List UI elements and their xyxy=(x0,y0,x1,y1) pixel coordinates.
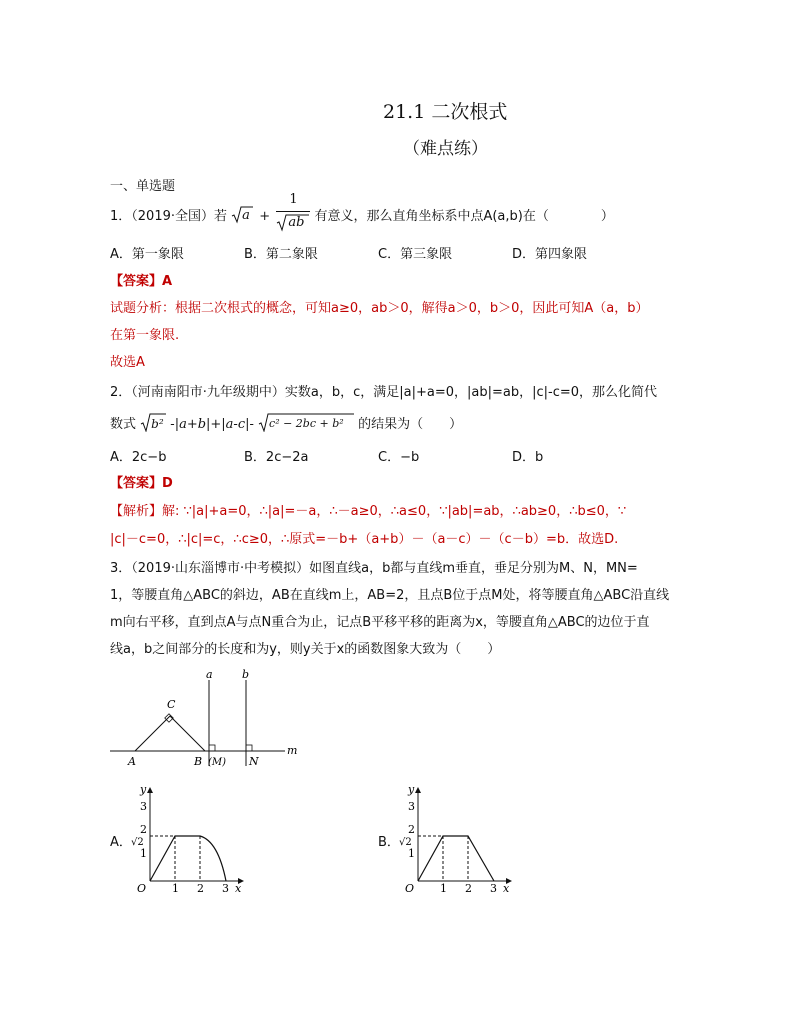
tick-1: 1 xyxy=(440,882,447,895)
label-a: a xyxy=(206,668,213,681)
tick-3: 3 xyxy=(222,882,229,895)
section-heading: 一、单选题 xyxy=(110,179,176,194)
y-tick-sqrt2: √2 xyxy=(399,837,412,848)
label-b: b xyxy=(242,668,250,681)
q2-mid: -|a+b|+|a-c|- xyxy=(170,417,254,432)
q1-frac-denominator: ab xyxy=(288,215,305,230)
tick-2: 2 xyxy=(197,882,204,895)
label-N: N xyxy=(249,755,259,768)
label-M: (M) xyxy=(208,757,227,768)
q1-option-c[interactable]: C．第三象限 xyxy=(378,247,453,262)
q3-stem-line1: 3．（2019·山东淄博市·中考模拟）如图直线a，b都与直线m垂直，垂足分别为M、N，MN= xyxy=(110,561,638,576)
q1-fraction xyxy=(276,192,310,230)
y-tick-3: 3 xyxy=(140,800,147,813)
y-tick-sqrt2: √2 xyxy=(131,837,144,848)
q1-radicand-a: a xyxy=(242,208,250,223)
q3-option-b[interactable]: B． xyxy=(378,835,400,850)
q1-frac-numerator: 1 xyxy=(289,192,298,207)
q1-tail: 有意义，那么直角坐标系中点A(a,b)在（ ） xyxy=(314,209,614,224)
y-tick-1: 1 xyxy=(408,847,415,860)
y-tick-2: 2 xyxy=(408,823,415,836)
q1-option-a[interactable]: A．第一象限 xyxy=(110,247,184,262)
q1-analysis-line1: 试题分析：根据二次根式的概念，可知a≥0，ab＞0，解得a＞0，b＞0，因此可知A（a，b） xyxy=(110,301,649,316)
q2-analysis-line1: 【解析】解: ∵|a|+a=0，∴|a|=－a，∴－a≥0，∴a≤0，∵|ab|=ab，∴ab≥0，∴b≤0，∵ xyxy=(110,504,627,519)
q3-option-a[interactable]: A． xyxy=(110,835,132,850)
q2-option-b[interactable]: B．2c−2a xyxy=(244,450,309,465)
q2-stem-line2 xyxy=(110,415,462,434)
q3-stem-line4: 线a，b之间部分的长度和为y，则y关于x的函数图象大致为（ ） xyxy=(110,642,501,657)
q1-answer: 【答案】A xyxy=(110,274,173,289)
y-label: y xyxy=(408,785,415,796)
q1-sqrt-expression xyxy=(231,207,253,223)
q3-stem-line3: m向右平移，直到点A与点N重合为止，记点B平移平移的距离为x，等腰直角△ABC的边位于直 xyxy=(110,615,650,630)
y-tick-3: 3 xyxy=(408,800,415,813)
label-m: m xyxy=(287,744,298,757)
graph-curve xyxy=(418,836,494,881)
fraction-bar xyxy=(276,211,310,212)
y-label: y xyxy=(140,785,147,796)
q2-stem-line1: 2．（河南南阳市·九年级期中）实数a，b，c，满足|a|+a=0，|ab|=ab，|c|-c=0，那么化简代 xyxy=(110,385,658,400)
label-A: A xyxy=(128,755,136,768)
q2-analysis-line2: |c|－c=0，∴|c|=c，∴c≥0，∴原式=－b+（a+b）－（a－c）－（c－b）=b．故选D. xyxy=(110,532,619,547)
tick-3: 3 xyxy=(490,882,497,895)
q3-stem-line2: 1，等腰直角△ABC的斜边，AB在直线m上，AB=2，且点B位于点M处，将等腰直角△ABC沿直线 xyxy=(110,588,670,603)
q3-option-b-graph xyxy=(398,785,518,895)
x-label: x xyxy=(235,882,242,895)
y-tick-2: 2 xyxy=(140,823,147,836)
q3-option-a-graph xyxy=(130,785,250,895)
q2-radical-1 xyxy=(140,415,166,431)
q2-option-c[interactable]: C．−b xyxy=(378,450,420,465)
label-B: B xyxy=(194,755,203,768)
origin-label: O xyxy=(405,882,415,895)
origin-label: O xyxy=(137,882,147,895)
q1-option-b[interactable]: B．第二象限 xyxy=(244,247,318,262)
q1-analysis-line2: 在第一象限. xyxy=(110,328,180,343)
q1-lead: 1．（2019·全国）若 xyxy=(110,209,227,224)
y-tick-1: 1 xyxy=(140,847,147,860)
tick-2: 2 xyxy=(465,882,472,895)
y-axis-arrow-icon xyxy=(147,787,153,793)
q1-stem: 1．（2019·全国）若 a + $\frac{1}{ab}$ 有意义，那么直角坐标系中点A(a,b)在（ ） xyxy=(110,205,614,226)
q1-conclusion: 故选A xyxy=(110,355,145,370)
right-angle-mark-n xyxy=(246,745,252,751)
page-subtitle: （难点练） xyxy=(403,139,488,159)
label-C: C xyxy=(167,698,176,711)
q2-answer: 【答案】D xyxy=(110,476,173,491)
q1-option-d[interactable]: D．第四象限 xyxy=(512,247,588,262)
q2-radicand-2: c² − 2bc + b² xyxy=(269,417,344,430)
q3-geometry-figure xyxy=(105,666,305,776)
graph-curve xyxy=(150,836,226,881)
q2-lead: 数式 xyxy=(110,417,137,432)
tick-1: 1 xyxy=(172,882,179,895)
q2-option-d[interactable]: D．b xyxy=(512,450,544,465)
q2-tail: 的结果为（ ） xyxy=(358,417,463,432)
right-angle-mark-m xyxy=(209,745,215,751)
q2-radicand-1: b² xyxy=(151,417,164,431)
q2-option-a[interactable]: A．2c−b xyxy=(110,450,167,465)
x-label: x xyxy=(503,882,510,895)
y-axis-arrow-icon xyxy=(415,787,421,793)
q2-radical-2 xyxy=(258,415,354,431)
page-title: 21.1 二次根式 xyxy=(383,101,508,123)
